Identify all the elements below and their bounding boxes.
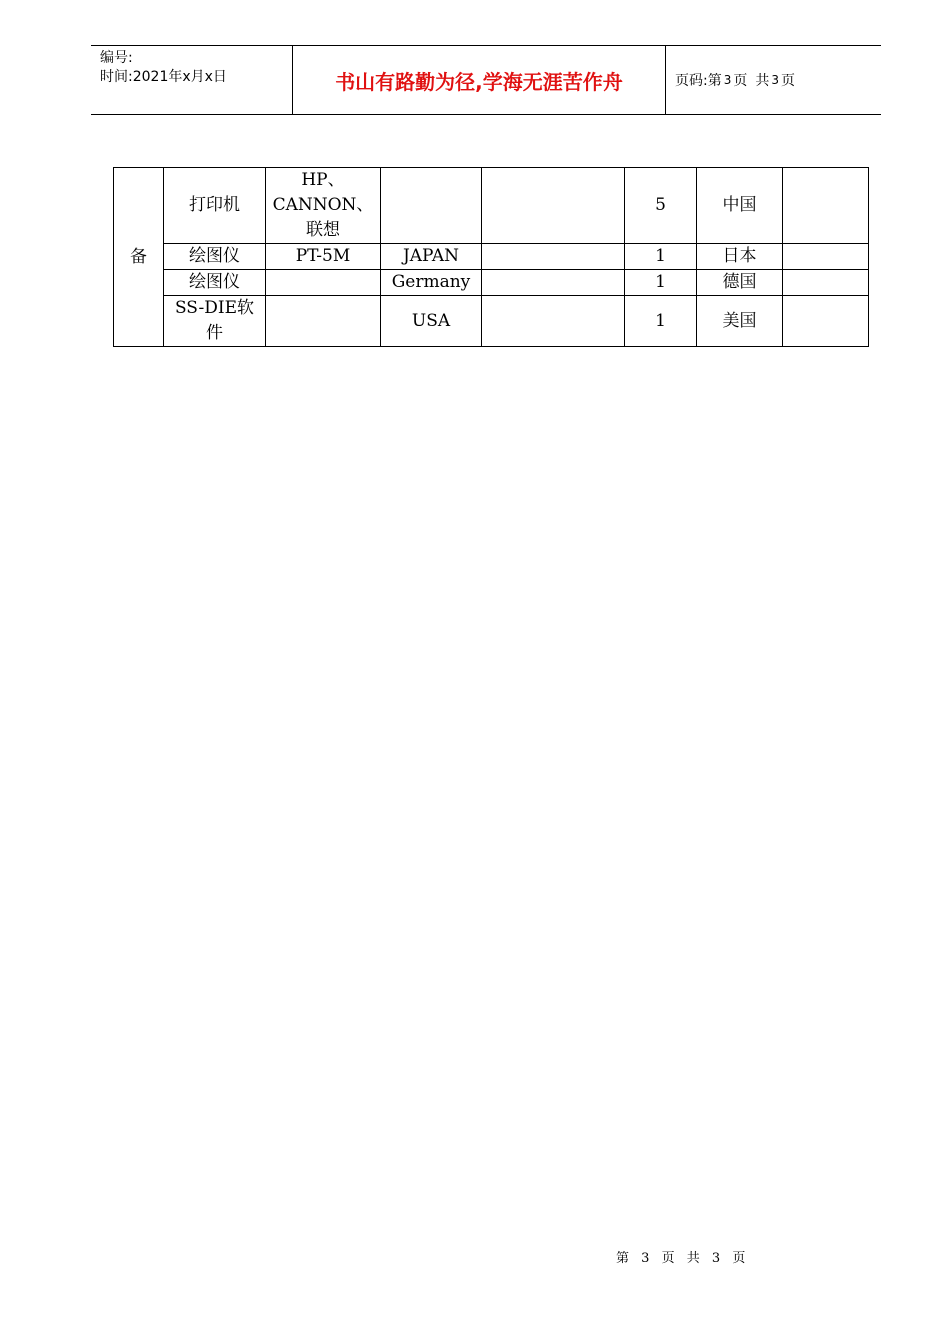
page-unit: 页 (733, 73, 748, 89)
origin-cell: USA (381, 296, 482, 347)
footer-text: 3 (711, 1251, 722, 1266)
table-row (114, 296, 869, 347)
item-name-cell: SS-DIE软件 (164, 296, 266, 347)
quantity-cell: 1 (625, 270, 697, 296)
origin-cell: Germany (381, 270, 482, 296)
table-row (114, 270, 869, 296)
model-cell (266, 270, 381, 296)
page-footer (616, 1247, 752, 1266)
doc-number-label: 编号: (100, 50, 133, 66)
country-cell: 中国 (697, 168, 783, 244)
item-name-cell: 绘图仪 (164, 270, 266, 296)
page-unit: 页 (781, 73, 795, 89)
origin-cell: JAPAN (381, 244, 482, 270)
header-divider (665, 46, 666, 114)
footer-text: 共 (686, 1251, 701, 1266)
spec-cell (482, 168, 625, 244)
country-cell: 美国 (697, 296, 783, 347)
footer-text: 页 (661, 1251, 676, 1266)
origin-cell (381, 168, 482, 244)
quantity-cell: 1 (625, 244, 697, 270)
note-cell (783, 296, 869, 347)
footer-text: 3 (641, 1251, 651, 1266)
header-page-info (675, 46, 795, 114)
spec-cell (482, 270, 625, 296)
page-header (91, 45, 881, 115)
spec-cell (482, 244, 625, 270)
doc-time-label: 时间:2021年x月x日 (100, 69, 227, 85)
spec-cell (482, 296, 625, 347)
model-cell (266, 296, 381, 347)
note-cell (783, 244, 869, 270)
country-cell: 德国 (697, 270, 783, 296)
page-label: 页码:第 (675, 73, 722, 89)
quantity-cell: 5 (625, 168, 697, 244)
page-total-label: 共 (755, 73, 770, 89)
group-cell: 备 (114, 168, 164, 347)
footer-text: 页 (732, 1251, 747, 1266)
item-name-cell: 绘图仪 (164, 244, 266, 270)
footer-text: 第 (616, 1251, 631, 1266)
page-total: 3 (771, 73, 779, 87)
note-cell (783, 168, 869, 244)
table-row (114, 168, 869, 244)
table-row (114, 244, 869, 270)
header-motto: 书山有路勤为径,学海无涯苦作舟 (335, 69, 623, 94)
header-meta (100, 49, 227, 87)
country-cell: 日本 (697, 244, 783, 270)
page-current: 3 (723, 73, 732, 87)
note-cell (783, 270, 869, 296)
model-cell: PT-5M (266, 244, 381, 270)
quantity-cell: 1 (625, 296, 697, 347)
model-cell: HP、CANNON、联想 (266, 168, 381, 244)
equipment-table (113, 167, 869, 347)
item-name-cell: 打印机 (164, 168, 266, 244)
